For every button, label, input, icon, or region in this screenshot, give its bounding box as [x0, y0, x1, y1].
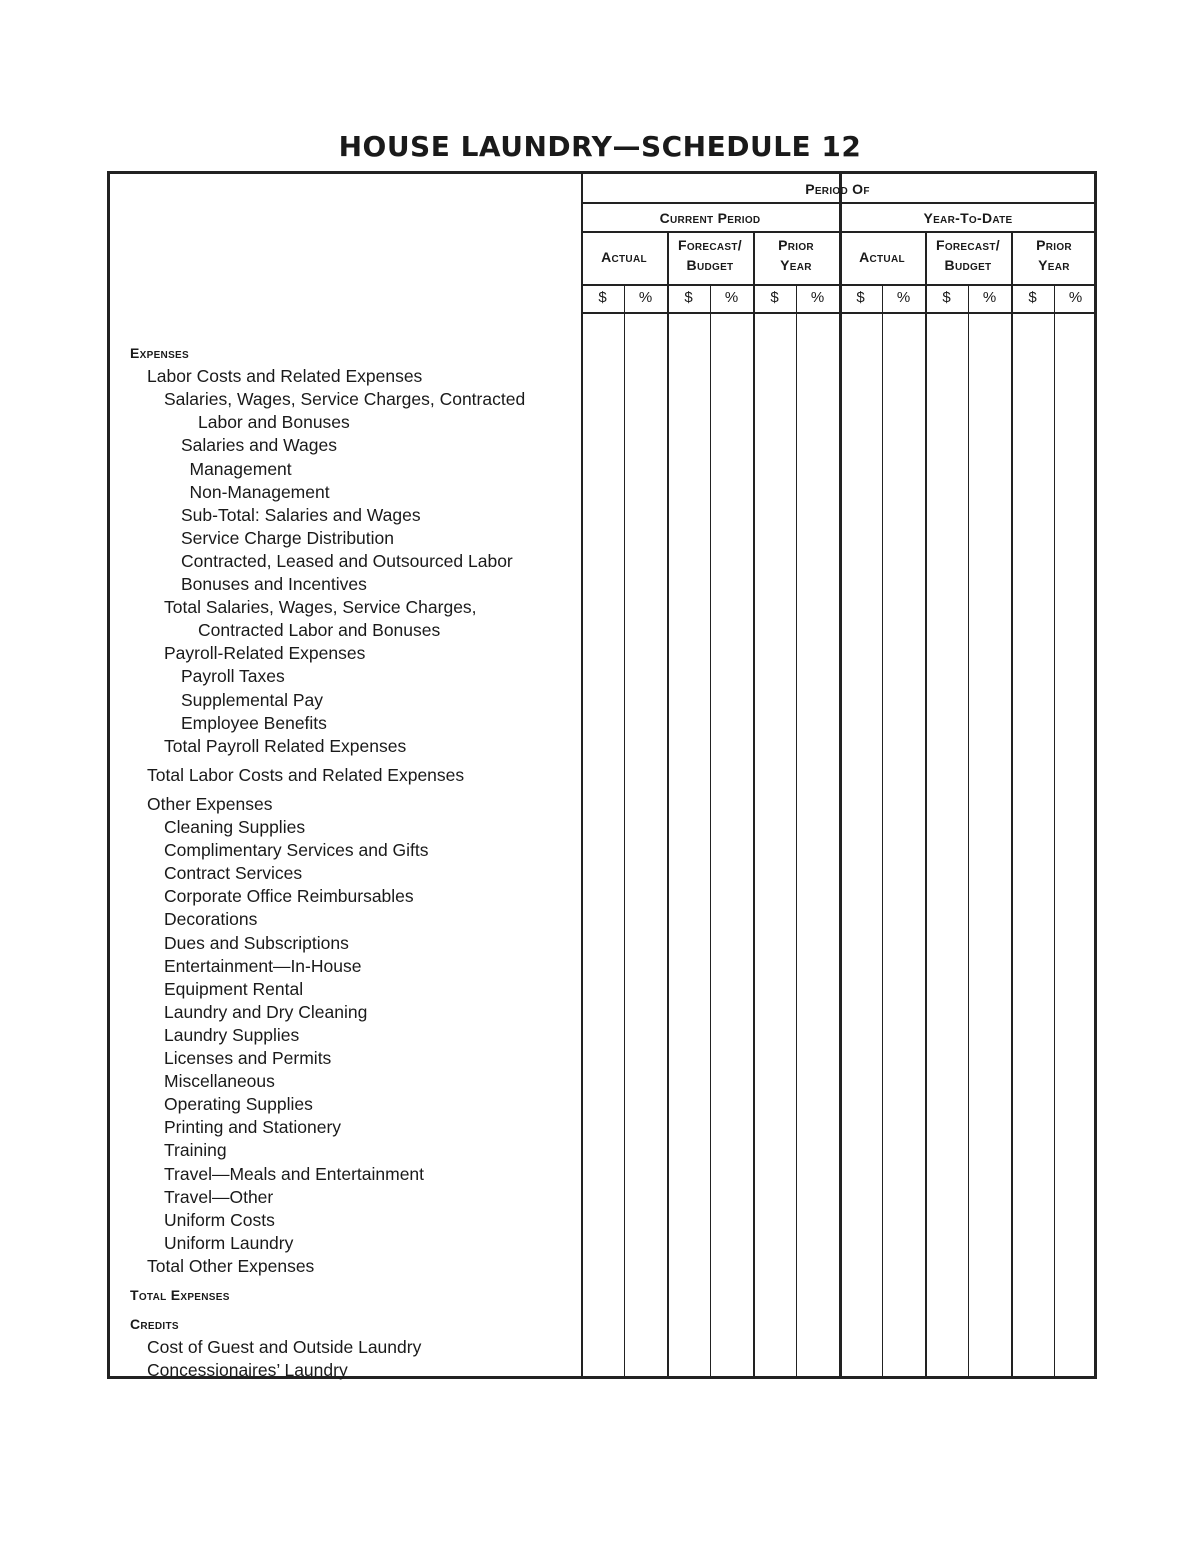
unit-divider	[710, 284, 711, 1376]
line-item: Non-Management	[189, 481, 330, 502]
unit-divider	[968, 284, 969, 1376]
unit-percent: %	[724, 289, 739, 306]
header-group-current-period: Current Period	[659, 210, 761, 226]
line-item: Payroll Taxes	[181, 666, 285, 687]
line-item: Management	[189, 458, 292, 479]
line-item: Corporate Office Reimbursables	[164, 886, 414, 907]
unit-dollar: $	[1028, 289, 1037, 306]
line-item: Uniform Laundry	[164, 1232, 294, 1253]
header-line: Actual	[601, 249, 647, 265]
header-column-1	[667, 235, 753, 275]
line-item: Salaries and Wages	[181, 435, 337, 456]
line-item: Other Expenses	[147, 793, 273, 814]
header-rule	[581, 312, 1094, 314]
line-item: Total Salaries, Wages, Service Charges,	[164, 597, 477, 618]
header-column-3	[839, 247, 925, 267]
line-item: Labor and Bonuses	[198, 412, 350, 433]
unit-percent: %	[982, 289, 997, 306]
line-item: Training	[164, 1140, 227, 1161]
column-divider	[1011, 231, 1013, 1376]
line-item: Cleaning Supplies	[164, 817, 306, 837]
line-item: Travel—Other	[164, 1186, 274, 1207]
line-item: Salaries, Wages, Service Charges, Contracted	[164, 389, 526, 410]
line-item: Equipment Rental	[164, 978, 304, 999]
column-divider	[839, 174, 842, 1376]
header-rule	[581, 231, 1094, 233]
line-item: Payroll-Related Expenses	[164, 643, 366, 664]
unit-dollar: $	[856, 289, 865, 306]
header-line: Prior	[1036, 237, 1072, 253]
header-rule	[581, 202, 1094, 204]
header-line: Forecast/	[677, 237, 743, 253]
header-line: Year	[1038, 257, 1070, 273]
line-item: Uniform Costs	[164, 1209, 275, 1230]
unit-dollar: $	[684, 289, 693, 306]
line-item: Cost of Guest and Outside Laundry	[147, 1337, 422, 1358]
unit-dollar: $	[770, 289, 779, 306]
line-item: Concessionaires’ Laundry	[147, 1360, 348, 1381]
line-item: Total Other Expenses	[147, 1255, 315, 1276]
unit-dollar: $	[598, 289, 607, 306]
header-rule	[581, 284, 1094, 286]
unit-divider	[796, 284, 797, 1376]
unit-percent: %	[1068, 289, 1083, 306]
unit-divider	[624, 284, 625, 1376]
unit-percent: %	[896, 289, 911, 306]
header-line: Actual	[859, 249, 905, 265]
label-divider	[581, 174, 583, 1376]
line-item: Sub-Total: Salaries and Wages	[181, 504, 421, 525]
line-item: Service Charge Distribution	[181, 527, 395, 548]
column-divider	[667, 231, 669, 1376]
header-column-0	[581, 247, 667, 267]
line-item: Bonuses and Incentives	[181, 574, 367, 594]
header-period-of: Period Of	[805, 181, 870, 197]
unit-divider	[882, 284, 883, 1376]
line-item: Entertainment—In-House	[164, 955, 362, 976]
line-item: Printing and Stationery	[164, 1117, 342, 1138]
line-item: Employee Benefits	[181, 712, 327, 733]
page-title: HOUSE LAUNDRY—SCHEDULE 12	[338, 130, 862, 163]
line-item: Licenses and Permits	[164, 1048, 332, 1068]
unit-percent: %	[810, 289, 825, 306]
header-column-2	[753, 235, 839, 275]
header-line: Year	[780, 257, 812, 273]
header-group-year-to-date: Year-To-Date	[923, 210, 1013, 226]
line-item: Travel—Meals and Entertainment	[164, 1163, 425, 1184]
column-divider	[753, 231, 755, 1376]
section-heading: Expenses	[130, 345, 189, 361]
schedule-table	[107, 171, 1097, 1379]
line-item: Miscellaneous	[164, 1071, 275, 1092]
section-heading: Total Expenses	[130, 1287, 230, 1303]
line-item: Total Labor Costs and Related Expenses	[147, 764, 465, 785]
line-item: Supplemental Pay	[181, 689, 324, 710]
line-item: Dues and Subscriptions	[164, 932, 349, 953]
line-item: Complimentary Services and Gifts	[164, 840, 429, 861]
line-item: Contracted, Leased and Outsourced Labor	[181, 550, 513, 571]
header-line: Prior	[778, 237, 814, 253]
line-item: Laundry Supplies	[164, 1024, 300, 1045]
line-item: Operating Supplies	[164, 1094, 313, 1115]
header-line: Budget	[944, 257, 992, 273]
header-line: Forecast/	[935, 237, 1001, 253]
line-item: Decorations	[164, 909, 258, 930]
unit-percent: %	[638, 289, 653, 306]
line-item: Contract Services	[164, 863, 303, 884]
line-item: Labor Costs and Related Expenses	[147, 366, 423, 387]
column-divider	[925, 231, 927, 1376]
unit-divider	[1054, 284, 1055, 1376]
unit-dollar: $	[942, 289, 951, 306]
line-item: Laundry and Dry Cleaning	[164, 1001, 368, 1022]
section-heading: Credits	[130, 1316, 179, 1333]
line-item: Contracted Labor and Bonuses	[198, 620, 441, 641]
header-column-5	[1011, 235, 1097, 275]
header-line: Budget	[686, 257, 734, 273]
line-item: Total Payroll Related Expenses	[164, 735, 407, 756]
header-column-4	[925, 235, 1011, 275]
